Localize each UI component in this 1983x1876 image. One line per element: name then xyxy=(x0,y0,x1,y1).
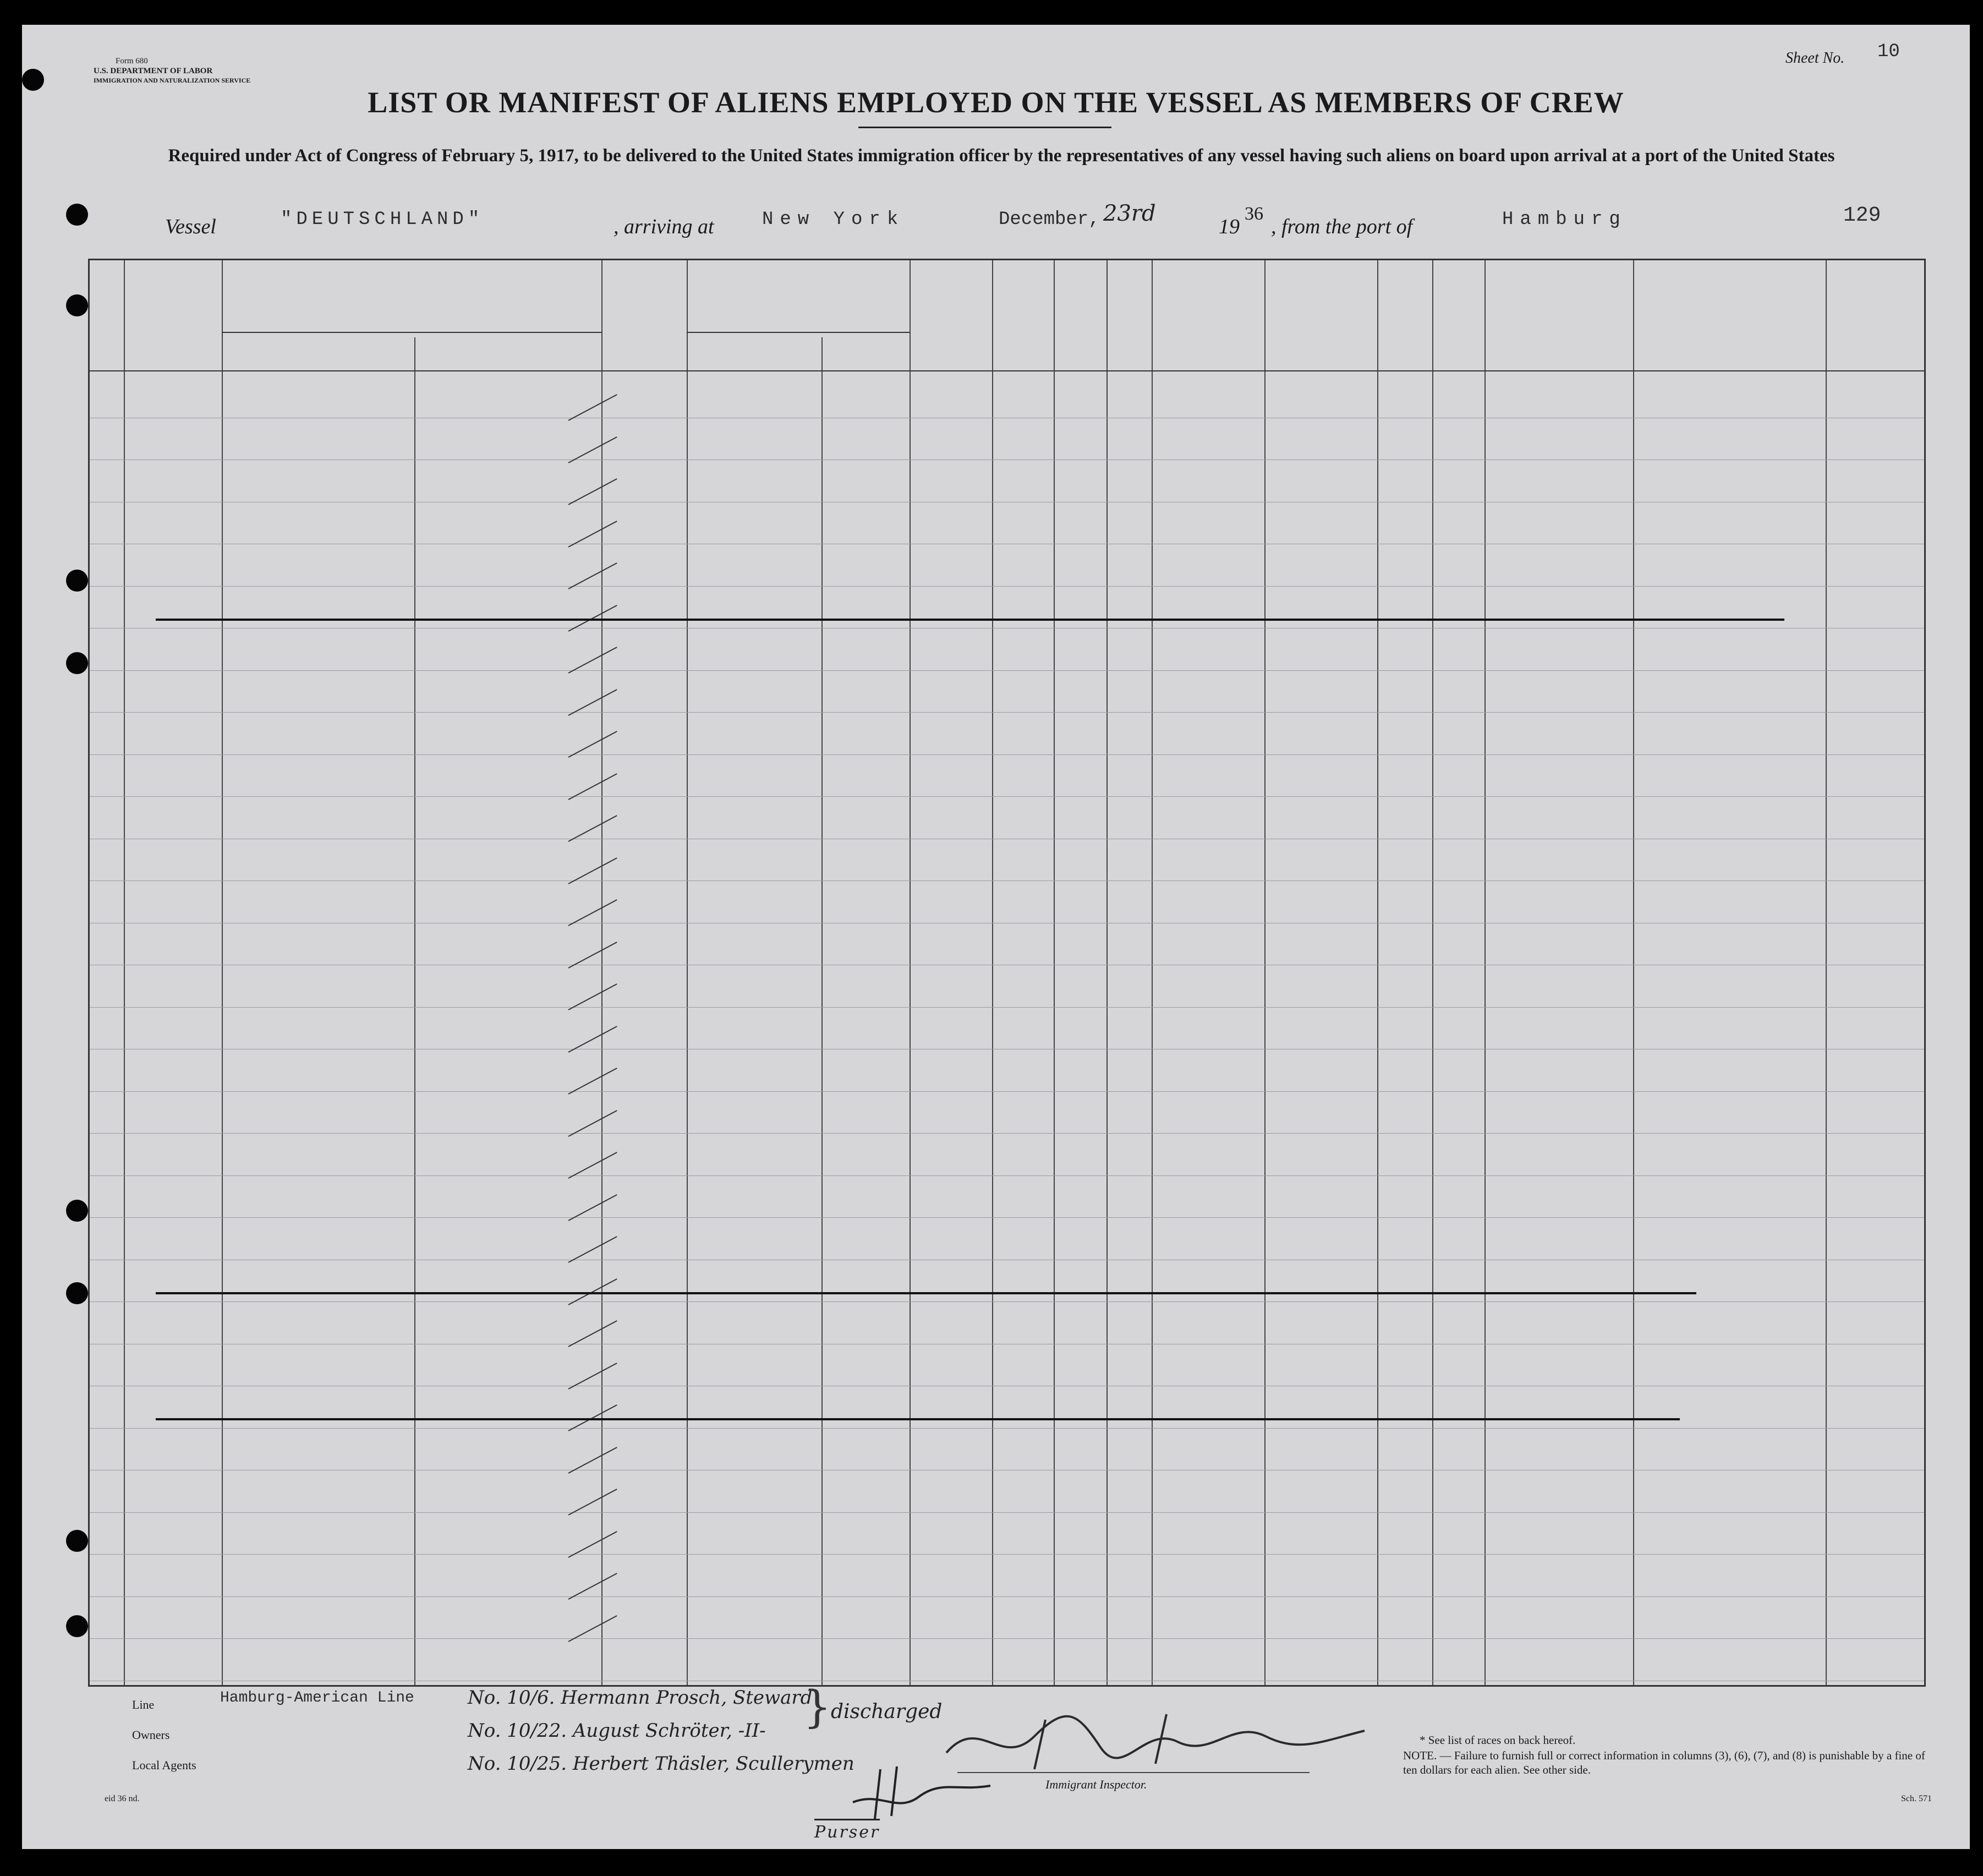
service-tick-mark xyxy=(568,562,617,589)
service-tick-mark xyxy=(568,899,617,926)
service-tick-mark xyxy=(568,1615,617,1642)
service-tick-mark xyxy=(568,647,617,674)
column-divider xyxy=(1054,260,1055,1685)
form-number: Form 680 xyxy=(116,57,148,65)
fine-note-text: — Failure to furnish full or correct information in columns (3), (6), (7), and (8) is punishable by a fine of ten dollars for each alien. See other side. xyxy=(1403,1749,1925,1776)
service-tick-mark xyxy=(568,942,617,969)
row-rule xyxy=(90,1007,1924,1008)
service-tick-mark xyxy=(568,1152,617,1179)
column-divider xyxy=(1484,260,1486,1685)
crew-table xyxy=(88,259,1926,1687)
service-tick-mark xyxy=(568,1573,617,1600)
footnote-discharge-2: No. 10/22. August Schröter, -II- xyxy=(468,1720,766,1742)
manifest-sheet xyxy=(22,25,1970,1849)
line-value: Hamburg-American Line xyxy=(220,1689,414,1707)
column-divider xyxy=(1152,260,1153,1685)
owners-label: Owners xyxy=(132,1728,170,1742)
arrival-month: December, xyxy=(999,209,1100,230)
row-rule xyxy=(90,1175,1924,1176)
page-number: 129 xyxy=(1843,204,1881,227)
service-tick-mark xyxy=(568,731,617,758)
column-divider xyxy=(1826,260,1827,1685)
when-where-divider xyxy=(821,337,823,1685)
arriving-label: , arriving at xyxy=(613,215,714,238)
service-name: IMMIGRATION AND NATURALIZATION SERVICE xyxy=(94,76,251,84)
shipped-subheader-rule xyxy=(687,332,910,333)
page-subtitle: Required under Act of Congress of February 5, 1917, to be delivered to the United States immigration officer by the representatives of any vessel having such aliens on board upon arrival at a port of the United States xyxy=(168,146,1835,166)
row-rule xyxy=(90,1301,1924,1302)
local-agents-label: Local Agents xyxy=(132,1758,196,1772)
line-label: Line xyxy=(132,1698,155,1711)
column-divider xyxy=(601,260,602,1685)
row-rule xyxy=(90,670,1924,671)
purser-label: Purser xyxy=(814,1819,880,1842)
row-rule xyxy=(90,1217,1924,1218)
row-rule xyxy=(90,796,1924,797)
departure-port: Hamburg xyxy=(1502,209,1627,230)
immigrant-inspector-label: Immigrant Inspector. xyxy=(1045,1777,1147,1791)
column-divider xyxy=(910,260,911,1685)
punch-hole xyxy=(66,570,88,592)
name-subheader-rule xyxy=(222,332,601,333)
department: U.S. DEPARTMENT OF LABOR xyxy=(94,67,213,75)
column-divider xyxy=(124,260,125,1685)
row-rule xyxy=(90,1596,1924,1597)
inspector-signature xyxy=(935,1703,1376,1780)
strike-through-line xyxy=(156,619,1784,621)
column-divider xyxy=(1264,260,1266,1685)
service-tick-mark xyxy=(568,857,617,884)
column-divider xyxy=(992,260,993,1685)
row-rule xyxy=(90,712,1924,713)
arrival-day: 23rd xyxy=(1103,201,1156,226)
row-rule xyxy=(90,880,1924,881)
row-rule xyxy=(90,1133,1924,1134)
row-rule xyxy=(90,1554,1924,1555)
vessel-name: "DEUTSCHLAND" xyxy=(281,209,484,230)
column-divider xyxy=(222,260,223,1685)
service-tick-mark xyxy=(568,773,617,800)
strike-through-line xyxy=(156,1292,1696,1294)
races-note: * See list of races on back hereof. xyxy=(1420,1733,1576,1747)
column-divider xyxy=(1633,260,1634,1685)
service-tick-mark xyxy=(568,1531,617,1558)
header-rule xyxy=(90,370,1924,371)
service-tick-mark xyxy=(568,1363,617,1390)
row-rule xyxy=(90,586,1924,587)
service-tick-mark xyxy=(568,521,617,548)
page-title: LIST OR MANIFEST OF ALIENS EMPLOYED ON THE VESSEL AS MEMBERS OF CREW xyxy=(368,86,1624,119)
title-underline xyxy=(858,127,1111,128)
row-rule xyxy=(90,1091,1924,1092)
column-divider xyxy=(1377,260,1378,1685)
name-column-divider xyxy=(414,337,415,1685)
footnote-discharge-3: No. 10/25. Herbert Thäsler, Scullerymen xyxy=(468,1753,854,1775)
service-tick-mark xyxy=(568,815,617,842)
service-tick-mark xyxy=(568,1026,617,1053)
punch-hole xyxy=(66,652,88,674)
service-tick-mark xyxy=(568,1194,617,1221)
row-rule xyxy=(90,1638,1924,1639)
year-prefix: 19 xyxy=(1219,215,1240,238)
punch-hole xyxy=(66,1615,88,1637)
brace-mark: } xyxy=(803,1681,831,1732)
inspector-signature-line xyxy=(957,1772,1310,1773)
service-tick-mark xyxy=(568,1236,617,1263)
from-port-label: , from the port of xyxy=(1271,215,1413,238)
service-tick-mark xyxy=(568,394,617,421)
column-divider xyxy=(1106,260,1108,1685)
note-label: NOTE. xyxy=(1403,1749,1437,1762)
vessel-label: Vessel xyxy=(165,215,216,238)
print-code: eid 36 nd. xyxy=(105,1794,140,1803)
row-rule xyxy=(90,754,1924,755)
punch-hole xyxy=(66,1200,88,1222)
schedule-code: Sch. 571 xyxy=(1901,1794,1932,1803)
service-tick-mark xyxy=(568,1068,617,1095)
punch-hole xyxy=(66,1530,88,1552)
footnote-discharge-1: No. 10/6. Hermann Prosch, Steward xyxy=(468,1687,813,1709)
punch-hole xyxy=(66,1282,88,1304)
service-tick-mark xyxy=(568,1489,617,1516)
punch-hole xyxy=(22,69,44,91)
year-suffix: 36 xyxy=(1245,204,1263,224)
service-tick-mark xyxy=(568,689,617,716)
row-rule xyxy=(90,1428,1924,1429)
sheet-number: 10 xyxy=(1877,41,1900,62)
service-tick-mark xyxy=(568,478,617,505)
column-divider xyxy=(687,260,688,1685)
punch-hole xyxy=(66,294,88,316)
sheet-label: Sheet No. xyxy=(1785,50,1845,67)
strike-through-line xyxy=(156,1418,1680,1420)
arrival-port: New York xyxy=(762,209,905,230)
service-tick-mark xyxy=(568,983,617,1010)
service-tick-mark xyxy=(568,436,617,463)
row-rule xyxy=(90,1512,1924,1513)
discharged-note: discharged xyxy=(831,1700,943,1723)
service-tick-mark xyxy=(568,1320,617,1347)
fine-note xyxy=(1403,1748,1931,1777)
service-tick-mark xyxy=(568,1447,617,1474)
punch-hole xyxy=(66,204,88,226)
service-tick-mark xyxy=(568,1110,617,1137)
column-divider xyxy=(1432,260,1433,1685)
